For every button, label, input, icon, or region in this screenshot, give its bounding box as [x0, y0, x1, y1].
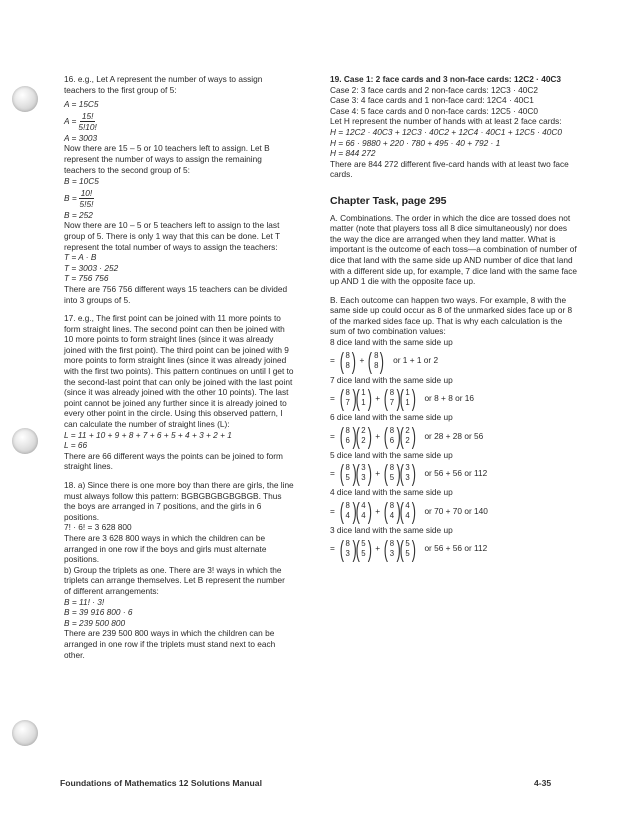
q16-t2: T = 3003 · 252: [64, 262, 119, 273]
footer-page-number: 4-35: [534, 778, 552, 788]
open-paren: (: [339, 422, 344, 449]
chapter-task-heading: Chapter Task, page 295: [330, 194, 447, 207]
plus-sign: +: [375, 543, 381, 554]
q16-b-comb-rhs: 10C5: [79, 176, 99, 187]
binomial-top: 1: [405, 388, 410, 398]
combination-row: [330, 385, 578, 412]
q16-b-fraction: [79, 188, 95, 209]
q16-b-numerator: 10!: [80, 187, 93, 198]
binomial-top: 3: [361, 463, 366, 473]
binomial-top: 8: [389, 501, 395, 511]
close-paren: ): [367, 498, 372, 525]
open-paren: (: [383, 385, 389, 412]
binomial-group-left: [338, 385, 373, 412]
binomial-bottom: 3: [389, 548, 395, 558]
q16-a-fraction: [78, 111, 96, 132]
binder-hole-middle: [12, 428, 38, 454]
q16-t3: T = 756 756: [64, 273, 109, 284]
binomial-stack: [361, 426, 365, 446]
q19-case3: Case 3: 4 face cards and 1 non-face card: 12C4 · 40C1: [330, 95, 534, 106]
close-paren: ): [411, 535, 416, 562]
footer-title: Foundations of Mathematics 12 Solutions Manual: [60, 778, 262, 788]
close-paren: ): [411, 460, 416, 487]
binomial-bottom: 2: [361, 435, 366, 445]
q19-let: Let H represent the number of hands with at least 2 face cards:: [330, 116, 562, 127]
binomial-stack: [405, 463, 409, 483]
binomial-bottom: 4: [405, 511, 410, 521]
combination-row: [330, 422, 578, 449]
q16-a-value: A = 3003: [64, 132, 98, 143]
q19-h1: H = 12C2 · 40C3 + 12C3 · 40C2 + 12C4 · 40C1 + 12C5 · 40C0: [330, 126, 562, 137]
combination-row-label: 6 dice land with the same side up: [330, 412, 453, 423]
binomial-top: 5: [361, 538, 366, 548]
q18-b-end: There are 239 500 800 ways in which the children can be arranged in one row if the triplets must stand next to each other.: [64, 628, 276, 660]
combination-row-label: 4 dice land with the same side up: [330, 487, 453, 498]
binomial-stack: [346, 388, 350, 408]
open-paren: (: [339, 460, 344, 487]
binomial-top: 1: [361, 388, 366, 398]
binomial-group-left: [338, 498, 373, 525]
binomial-stack: [374, 351, 378, 371]
paren-separator: )(: [352, 535, 359, 562]
plus-sign: +: [375, 392, 381, 403]
q16-a-comb-rhs: 15C5: [78, 99, 99, 110]
binomial-top: 8: [389, 463, 395, 473]
binomial-stack: [405, 388, 409, 408]
q16-a-frac-lhs: A =: [64, 115, 77, 126]
binomial-bottom: 5: [361, 548, 366, 558]
binomial-stack: [346, 426, 350, 446]
binomial-top: 3: [405, 463, 410, 473]
binomial-stack: [361, 388, 365, 408]
q16-b-value: B = 252: [64, 209, 93, 220]
binomial-bottom: 3: [361, 473, 366, 483]
q19-case4: Case 4: 5 face cards and 0 non-face cards: 12C5 · 40C0: [330, 105, 539, 116]
paren-separator: )(: [352, 460, 359, 487]
binomial-bottom: 1: [361, 398, 366, 408]
binomial-stack: [405, 501, 409, 521]
binder-hole-top: [12, 86, 38, 112]
binomial-stack: [361, 539, 365, 559]
chapter-task-b: B. Each outcome can happen two ways. For example, 8 with the same side up could occur as 8 of the unmarked sides face up or 8 of the marked sides face up. That is why each calculation is the sum of two combination values:: [330, 294, 573, 337]
paren-separator: )(: [352, 422, 359, 449]
binomial-group-right: [382, 535, 417, 562]
q19-case2: Case 2: 3 face cards and 2 non-face cards: 12C3 · 40C2: [330, 84, 539, 95]
combination-result: or 56 + 56 or 112: [424, 543, 488, 554]
open-paren: (: [383, 422, 389, 449]
binomial-top: 4: [361, 501, 366, 511]
binomial-stack: [361, 501, 365, 521]
q16-b-comb: [64, 176, 294, 187]
binomial-bottom: 5: [405, 548, 410, 558]
equals-sign: =: [330, 392, 335, 403]
paren-separator: )(: [396, 385, 403, 412]
q16-a-denominator: 5!10!: [78, 121, 97, 132]
chapter-task-a: A. Combinations. The order in which the dice are tossed does not matter (note that players toss all 8 dice simultaneously) nor does the way the dice are arranged when they land matter. What is important is the outcome of each toss—a combination of number of dice that land with the same side up AND number of dice that land with a different side up, for example, 7 dice land with the same face up AND 1 die with the opposite face up.: [330, 212, 578, 287]
binomial-stack: [346, 501, 350, 521]
binomial-top: 8: [389, 538, 395, 548]
binomial-top: 8: [345, 388, 350, 398]
binomial-bottom: 7: [389, 398, 395, 408]
binomial-bottom: 2: [405, 435, 410, 445]
binomial-stack: [346, 351, 350, 371]
open-paren: (: [383, 535, 389, 562]
paren-separator: )(: [352, 385, 359, 412]
combination-result: or 56 + 56 or 112: [424, 468, 488, 479]
q16-a-comb: [64, 99, 294, 110]
open-paren: (: [339, 535, 344, 562]
binomial-bottom: 3: [405, 473, 410, 483]
q18-a-text: 18. a) Since there is one more boy than there are girls, the line must always follow this pattern: BGBGBGBGBGBGB. Thus the boys are arranged in 7 positions, and the girls in 6 positions.: [64, 480, 294, 522]
close-paren: ): [411, 385, 416, 412]
open-paren: (: [383, 460, 389, 487]
binomial-bottom: 6: [345, 435, 350, 445]
q19-h3: H = 844 272: [330, 148, 376, 159]
q18-b1: B = 11! · 3!: [64, 596, 105, 607]
close-paren: ): [351, 347, 356, 374]
combination-rows: [330, 337, 578, 560]
binomial-bottom: 7: [345, 398, 350, 408]
q16-a-comb-lhs: A =: [64, 99, 77, 110]
q17-text: 17. e.g., The first point can be joined with 11 more points to form straight lines. The second point can then be joined with 10 more points to form straight lines (since it was already joined with the first point). The third point can be joined with 9 more points to form straight lines (since it was already joined with the first two points). This pattern continues on until I get to the second-last point that can only be joined with the last point (since it was already joined with the other 10 points). The last point cannot be joined any further since it is already joined to every other point in the circle. Using this observed pattern, I can calculate the number of straight lines (L):: [64, 313, 294, 430]
plus-sign: +: [375, 505, 381, 516]
q16-mid2: Now there are 10 – 5 or 5 teachers left to assign to the last group of 5. There is only 1 way that this can be done. Let T represent the total number of ways to assign the teachers:: [64, 220, 280, 252]
combination-row: [330, 498, 578, 525]
right-column: [330, 74, 578, 563]
close-paren: ): [367, 460, 372, 487]
binomial-top: 8: [345, 350, 350, 360]
binomial-stack: [361, 463, 365, 483]
q18-b3: B = 239 500 800: [64, 617, 126, 628]
paren-separator: )(: [396, 422, 403, 449]
binomial-group-right: [382, 422, 417, 449]
binomial-group-left: [338, 535, 373, 562]
close-paren: ): [411, 422, 416, 449]
q19-end: There are 844 272 different five-card hands with at least two face cards.: [330, 158, 569, 180]
binomial-group-right: [382, 498, 417, 525]
q16-a-frac: [64, 111, 294, 132]
open-paren: (: [339, 347, 344, 374]
binomial-stack: [390, 539, 394, 559]
binomial-stack: [390, 426, 394, 446]
q17-l2: L = 66: [64, 440, 88, 451]
binomial-top: 8: [345, 538, 350, 548]
q16-t1: T = A · B: [64, 252, 97, 263]
open-paren: (: [339, 385, 344, 412]
binomial-stack: [346, 463, 350, 483]
open-paren: (: [383, 498, 389, 525]
binomial-stack: [390, 463, 394, 483]
open-paren: (: [368, 347, 373, 374]
equals-sign: =: [330, 468, 335, 479]
binomial-top: 4: [405, 501, 410, 511]
q18-b2: B = 39 916 800 · 6: [64, 607, 133, 618]
equals-sign: =: [330, 430, 335, 441]
binomial-bottom: 4: [361, 511, 366, 521]
equals-sign: =: [330, 355, 335, 366]
binomial-group-left: [338, 347, 358, 374]
paren-separator: )(: [396, 498, 403, 525]
close-paren: ): [367, 385, 372, 412]
binomial-bottom: 4: [389, 511, 395, 521]
q17-l1: L = 11 + 10 + 9 + 8 + 7 + 6 + 5 + 4 + 3 + 2 + 1: [64, 429, 232, 440]
paren-separator: )(: [396, 460, 403, 487]
binomial-bottom: 5: [389, 473, 395, 483]
binomial-bottom: 8: [345, 360, 350, 370]
binomial-bottom: 8: [374, 360, 379, 370]
combination-result: or 70 + 70 or 140: [424, 505, 488, 516]
plus-sign: +: [375, 430, 381, 441]
paren-separator: )(: [396, 535, 403, 562]
close-paren: ): [411, 498, 416, 525]
combination-row-label: 3 dice land with the same side up: [330, 525, 453, 536]
binomial-bottom: 3: [345, 548, 350, 558]
binomial-top: 8: [389, 425, 395, 435]
q18-b-text: b) Group the triplets as one. There are 3! ways in which the triplets can arrange themselves. Let B represent the number of different arrangements:: [64, 564, 285, 596]
q16-mid: Now there are 15 – 5 or 10 teachers left to assign. Let B represent the number of ways to assign the remaining teachers to the second group of 5:: [64, 143, 270, 175]
q16-end: There are 756 756 different ways 15 teachers can be divided into 3 groups of 5.: [64, 283, 288, 305]
close-paren: ): [367, 422, 372, 449]
plus-sign: +: [359, 355, 365, 366]
open-paren: (: [339, 498, 344, 525]
binomial-top: 2: [405, 425, 410, 435]
q16-b-frac-lhs: B =: [64, 192, 77, 203]
binomial-stack: [405, 426, 409, 446]
q16-b-denominator: 5!5!: [79, 198, 94, 209]
close-paren: ): [367, 535, 372, 562]
binomial-top: 5: [405, 538, 410, 548]
binder-hole-bottom: [12, 720, 38, 746]
combination-row: [330, 535, 578, 562]
binomial-bottom: 5: [345, 473, 350, 483]
binomial-bottom: 4: [345, 511, 350, 521]
q19-case1: 19. Case 1: 2 face cards and 3 non-face cards: 12C2 · 40C3: [330, 74, 562, 84]
binomial-stack: [405, 539, 409, 559]
q16-intro: 16. e.g., Let A represent the number of ways to assign teachers to the first group of 5:: [64, 74, 263, 95]
q16-a-numerator: 15!: [81, 110, 94, 121]
binomial-stack: [390, 388, 394, 408]
left-column: [64, 74, 294, 660]
binomial-top: 8: [345, 425, 350, 435]
combination-row-label: 7 dice land with the same side up: [330, 374, 453, 385]
combination-row-label: 5 dice land with the same side up: [330, 449, 453, 460]
binomial-group-right: [382, 385, 417, 412]
binomial-top: 8: [374, 350, 379, 360]
binomial-group-right: [382, 460, 417, 487]
binomial-stack: [390, 501, 394, 521]
binomial-group-left: [338, 422, 373, 449]
plus-sign: +: [375, 468, 381, 479]
paren-separator: )(: [352, 498, 359, 525]
binomial-bottom: 1: [405, 398, 410, 408]
combination-row-label: 8 dice land with the same side up: [330, 337, 453, 348]
q19-h2: H = 66 · 9880 + 220 · 780 + 495 · 40 + 792 · 1: [330, 137, 501, 148]
combination-result: or 1 + 1 or 2: [393, 355, 439, 366]
combination-result: or 8 + 8 or 16: [424, 392, 475, 403]
q16-b-comb-lhs: B =: [64, 176, 77, 187]
binomial-stack: [346, 539, 350, 559]
combination-row: [330, 460, 578, 487]
binomial-group-right: [366, 347, 386, 374]
equals-sign: =: [330, 543, 335, 554]
binomial-top: 2: [361, 425, 366, 435]
q17-end: There are 66 different ways the points can be joined to form straight lines.: [64, 450, 283, 472]
binomial-top: 8: [345, 501, 350, 511]
binomial-top: 8: [389, 388, 395, 398]
q16-b-frac: [64, 188, 294, 209]
binomial-group-left: [338, 460, 373, 487]
combination-row: [330, 347, 578, 374]
close-paren: ): [380, 347, 385, 374]
combination-result: or 28 + 28 or 56: [424, 430, 484, 441]
q18-a-end: There are 3 628 800 ways in which the children can be arranged in one row if the boys and girls must alternate positions.: [64, 532, 267, 565]
equals-sign: =: [330, 505, 335, 516]
binomial-top: 8: [345, 463, 350, 473]
q18-a-eq: 7! · 6! = 3 628 800: [64, 522, 132, 533]
binomial-bottom: 6: [389, 435, 395, 445]
